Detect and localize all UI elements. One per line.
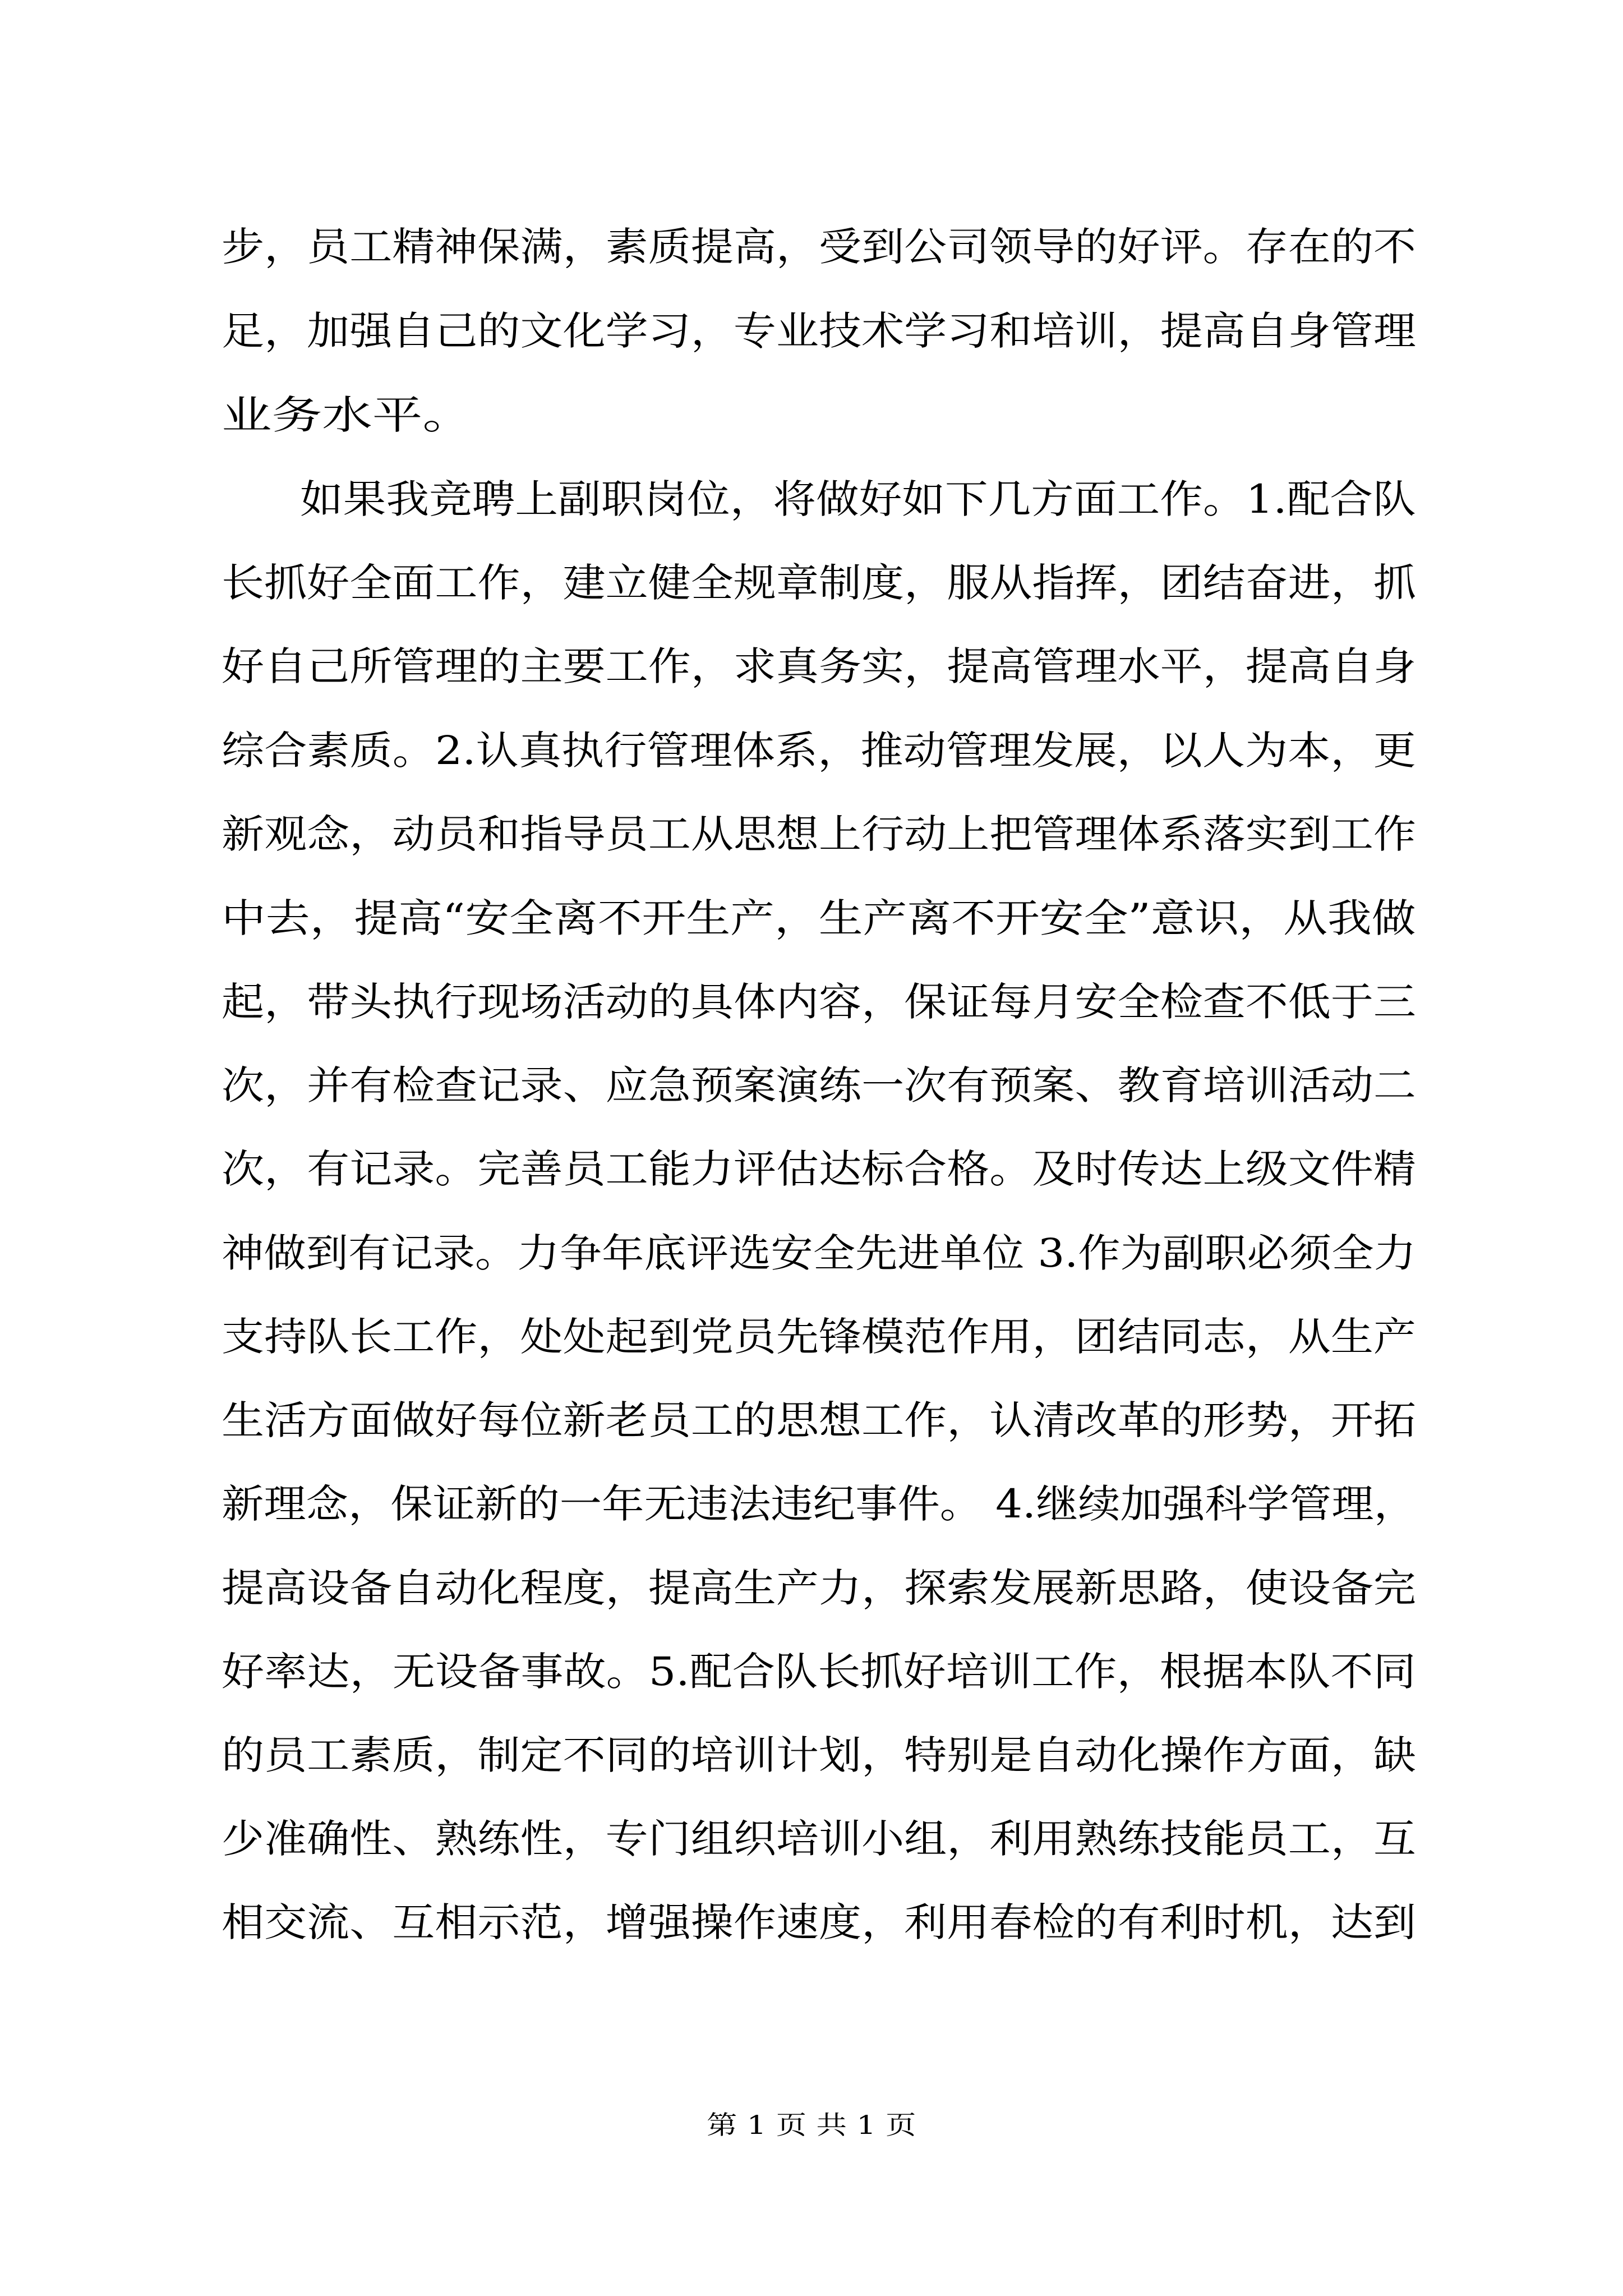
text-line: 生活方面做好每位新老员工的思想工作，认清改革的形势，开拓 <box>222 1397 1416 1443</box>
text-line: 综合素质。2.认真执行管理体系，推动管理发展，以人为本，更 <box>222 728 1416 774</box>
text-line: 相交流、互相示范，增强操作速度，利用春检的有利时机，达到 <box>222 1899 1416 1945</box>
text-line: 好自己所管理的主要工作，求真务实，提高管理水平，提高自身 <box>222 643 1416 689</box>
text-line: 如果我竞聘上副职岗位，将做好如下几方面工作。1.配合队 <box>300 476 1416 522</box>
text-line: 支持队长工作，处处起到党员先锋模范作用，团结同志，从生产 <box>222 1314 1416 1360</box>
text-line: 新观念，动员和指导员工从思想上行动上把管理体系落实到工作 <box>222 811 1416 857</box>
text-line: 次，并有检查记录、应急预案演练一次有预案、教育培训活动二 <box>222 1062 1416 1108</box>
text-line: 足，加强自己的文化学习，专业技术学习和培训，提高自身管理 <box>222 308 1416 354</box>
text-line: 中去，提高“安全离不开生产，生产离不开安全”意识，从我做 <box>222 895 1416 941</box>
text-line: 次，有记录。完善员工能力评估达标合格。及时传达上级文件精 <box>222 1146 1416 1192</box>
text-line: 神做到有记录。力争年底评选安全先进单位 3.作为副职必须全力 <box>222 1230 1417 1276</box>
text-line: 少准确性、熟练性，专门组织培训小组，利用熟练技能员工，互 <box>222 1816 1416 1862</box>
text-line: 业务水平。 <box>222 392 473 438</box>
text-line: 起，带头执行现场活动的具体内容，保证每月安全检查不低于三 <box>222 979 1416 1025</box>
text-line: 新理念，保证新的一年无违法违纪事件。 4.继续加强科学管理， <box>222 1481 1417 1527</box>
text-line: 长抓好全面工作，建立健全规章制度，服从指挥，团结奋进，抓 <box>222 560 1416 606</box>
page-footer: 第 1 页 共 1 页 <box>707 2110 916 2140</box>
text-line: 提高设备自动化程度，提高生产力，探索发展新思路，使设备完 <box>222 1565 1416 1611</box>
text-line: 的员工素质，制定不同的培训计划，特别是自动化操作方面，缺 <box>222 1732 1416 1778</box>
text-line: 步，员工精神保满，素质提高，受到公司领导的好评。存在的不 <box>222 224 1416 270</box>
text-line: 好率达，无设备事故。5.配合队长抓好培训工作，根据本队不同 <box>222 1649 1416 1695</box>
